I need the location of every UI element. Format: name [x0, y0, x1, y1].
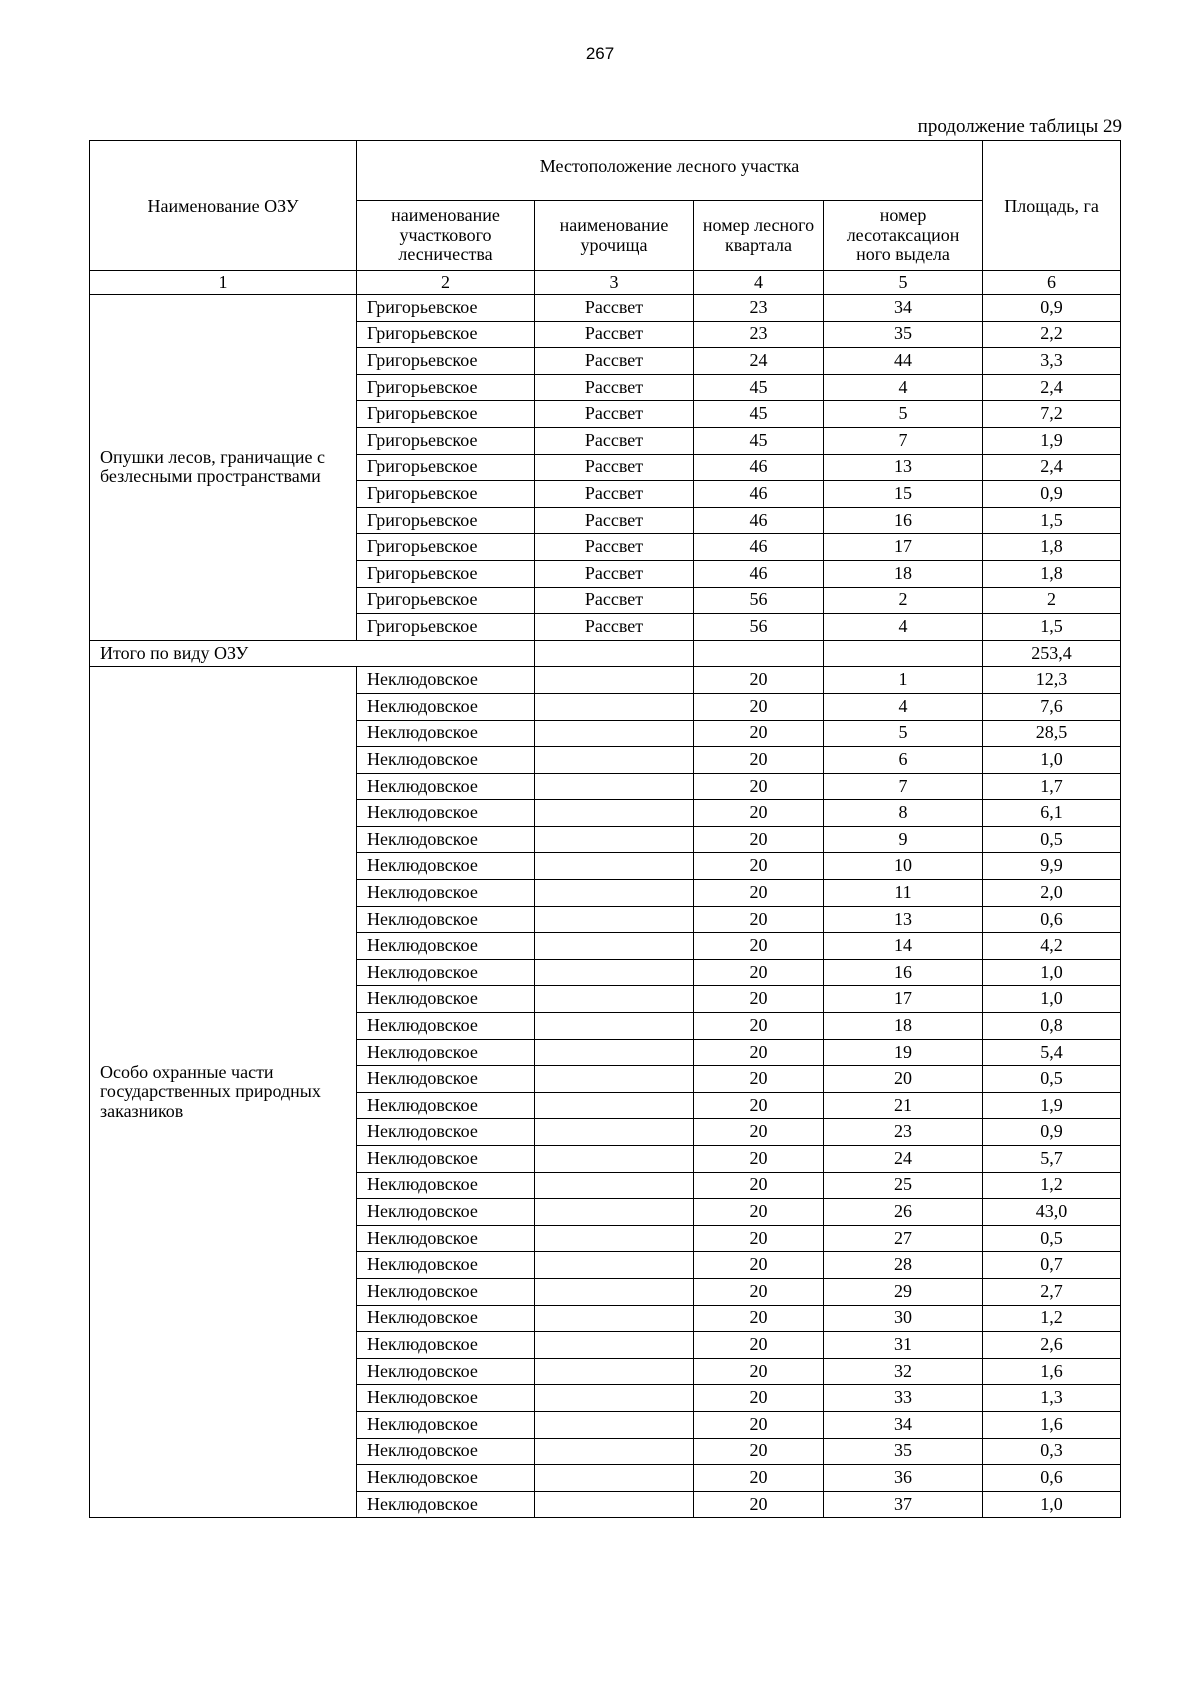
forestry-cell: Неклюдовское — [357, 1332, 535, 1359]
tract-cell: Рассвет — [535, 427, 694, 454]
forestry-cell: Неклюдовское — [357, 1146, 535, 1173]
column-number: 5 — [824, 271, 983, 295]
tract-cell — [535, 986, 694, 1013]
quarter-cell: 20 — [694, 933, 824, 960]
tract-cell — [535, 1119, 694, 1146]
forestry-cell: Неклюдовское — [357, 1039, 535, 1066]
header-ozu-name: Наименование ОЗУ — [90, 141, 357, 271]
forestry-cell: Неклюдовское — [357, 1013, 535, 1040]
header-quarter: номер лесного квартала — [694, 201, 824, 271]
quarter-cell: 20 — [694, 1491, 824, 1518]
allotment-cell: 30 — [824, 1305, 983, 1332]
forestry-cell: Григорьевское — [357, 507, 535, 534]
forestry-cell: Григорьевское — [357, 348, 535, 375]
allotment-cell: 9 — [824, 826, 983, 853]
allotment-cell: 6 — [824, 747, 983, 774]
forestry-cell: Неклюдовское — [357, 693, 535, 720]
tract-cell: Рассвет — [535, 321, 694, 348]
forestry-cell: Неклюдовское — [357, 906, 535, 933]
forestry-cell: Неклюдовское — [357, 1199, 535, 1226]
area-cell: 1,6 — [983, 1358, 1121, 1385]
area-cell: 1,8 — [983, 534, 1121, 561]
quarter-cell: 46 — [694, 507, 824, 534]
area-cell: 2,7 — [983, 1278, 1121, 1305]
allotment-cell: 33 — [824, 1385, 983, 1412]
forestry-cell: Григорьевское — [357, 401, 535, 428]
quarter-cell: 20 — [694, 986, 824, 1013]
area-cell: 3,3 — [983, 348, 1121, 375]
quarter-cell: 45 — [694, 374, 824, 401]
forestry-cell: Неклюдовское — [357, 880, 535, 907]
quarter-cell: 56 — [694, 587, 824, 614]
quarter-cell: 20 — [694, 1119, 824, 1146]
tract-cell — [535, 747, 694, 774]
tract-cell — [535, 1013, 694, 1040]
forestry-cell: Неклюдовское — [357, 747, 535, 774]
quarter-cell: 20 — [694, 1092, 824, 1119]
column-number: 1 — [90, 271, 357, 295]
forestry-cell: Неклюдовское — [357, 1119, 535, 1146]
forestry-cell: Неклюдовское — [357, 1278, 535, 1305]
allotment-cell: 13 — [824, 454, 983, 481]
forestry-cell: Григорьевское — [357, 534, 535, 561]
quarter-cell: 23 — [694, 321, 824, 348]
tract-cell: Рассвет — [535, 295, 694, 322]
quarter-cell: 46 — [694, 481, 824, 508]
tract-cell — [535, 1385, 694, 1412]
area-cell: 2,2 — [983, 321, 1121, 348]
tract-cell — [535, 826, 694, 853]
allotment-cell: 13 — [824, 906, 983, 933]
allotment-cell: 35 — [824, 1438, 983, 1465]
area-cell: 2,0 — [983, 880, 1121, 907]
tract-cell: Рассвет — [535, 374, 694, 401]
tract-cell: Рассвет — [535, 454, 694, 481]
area-cell: 1,6 — [983, 1411, 1121, 1438]
area-cell: 1,9 — [983, 427, 1121, 454]
forestry-cell: Неклюдовское — [357, 1465, 535, 1492]
area-cell: 0,9 — [983, 295, 1121, 322]
quarter-cell: 45 — [694, 427, 824, 454]
forestry-cell: Григорьевское — [357, 374, 535, 401]
tract-cell: Рассвет — [535, 481, 694, 508]
forestry-cell: Григорьевское — [357, 614, 535, 641]
allotment-cell: 24 — [824, 1146, 983, 1173]
quarter-cell: 45 — [694, 401, 824, 428]
allotment-cell: 34 — [824, 295, 983, 322]
area-cell: 12,3 — [983, 667, 1121, 694]
area-cell: 1,3 — [983, 1385, 1121, 1412]
allotment-cell: 37 — [824, 1491, 983, 1518]
forestry-cell: Григорьевское — [357, 587, 535, 614]
allotment-cell: 14 — [824, 933, 983, 960]
allotment-cell: 21 — [824, 1092, 983, 1119]
allotment-cell: 8 — [824, 800, 983, 827]
quarter-cell: 20 — [694, 1172, 824, 1199]
allotment-cell: 1 — [824, 667, 983, 694]
area-cell: 1,5 — [983, 507, 1121, 534]
tract-cell — [535, 1332, 694, 1359]
allotment-cell: 7 — [824, 427, 983, 454]
allotment-cell: 31 — [824, 1332, 983, 1359]
area-cell: 0,5 — [983, 1225, 1121, 1252]
quarter-cell: 20 — [694, 906, 824, 933]
total-area: 253,4 — [983, 640, 1121, 667]
quarter-cell: 46 — [694, 534, 824, 561]
allotment-cell: 17 — [824, 986, 983, 1013]
quarter-cell: 46 — [694, 454, 824, 481]
forestry-cell: Неклюдовское — [357, 1411, 535, 1438]
area-cell: 0,5 — [983, 826, 1121, 853]
allotment-cell: 20 — [824, 1066, 983, 1093]
forestry-cell: Неклюдовское — [357, 1092, 535, 1119]
allotment-cell: 18 — [824, 1013, 983, 1040]
tract-cell: Рассвет — [535, 587, 694, 614]
allotment-cell: 11 — [824, 880, 983, 907]
page-number: 267 — [585, 44, 615, 63]
area-cell: 7,6 — [983, 693, 1121, 720]
header-area: Площадь, га — [983, 141, 1121, 271]
quarter-cell: 20 — [694, 826, 824, 853]
forestry-cell: Неклюдовское — [357, 986, 535, 1013]
tract-cell — [535, 933, 694, 960]
quarter-cell: 20 — [694, 693, 824, 720]
quarter-cell: 20 — [694, 1225, 824, 1252]
area-cell: 1,2 — [983, 1172, 1121, 1199]
tract-cell: Рассвет — [535, 348, 694, 375]
tract-cell — [535, 1092, 694, 1119]
tract-cell — [535, 1491, 694, 1518]
total-row — [90, 640, 1121, 667]
quarter-cell: 20 — [694, 800, 824, 827]
allotment-cell: 18 — [824, 560, 983, 587]
allotment-cell: 23 — [824, 1119, 983, 1146]
forestry-cell: Неклюдовское — [357, 1066, 535, 1093]
forestry-cell: Григорьевское — [357, 321, 535, 348]
table-body — [90, 295, 1121, 1518]
allotment-cell: 19 — [824, 1039, 983, 1066]
area-cell: 6,1 — [983, 800, 1121, 827]
quarter-cell: 20 — [694, 773, 824, 800]
tract-cell — [535, 959, 694, 986]
area-cell: 0,6 — [983, 1465, 1121, 1492]
tract-cell — [535, 853, 694, 880]
header-allotment: номер лесотаксацион ного выдела — [824, 201, 983, 271]
forestry-cell: Неклюдовское — [357, 853, 535, 880]
forestry-cell: Неклюдовское — [357, 1438, 535, 1465]
allotment-cell: 28 — [824, 1252, 983, 1279]
allotment-cell: 16 — [824, 959, 983, 986]
quarter-cell: 23 — [694, 295, 824, 322]
allotment-cell: 4 — [824, 693, 983, 720]
quarter-cell: 20 — [694, 1146, 824, 1173]
forestry-cell: Григорьевское — [357, 454, 535, 481]
allotment-cell: 36 — [824, 1465, 983, 1492]
tract-cell — [535, 1305, 694, 1332]
quarter-cell: 56 — [694, 614, 824, 641]
tract-cell — [535, 1252, 694, 1279]
total-label: Итого по виду ОЗУ — [90, 640, 535, 667]
forestry-cell: Неклюдовское — [357, 1385, 535, 1412]
tract-cell — [535, 1358, 694, 1385]
ozu-group-name: Особо охранные части государственных природных заказников — [90, 667, 357, 1518]
quarter-cell: 20 — [694, 747, 824, 774]
tract-cell — [535, 1225, 694, 1252]
area-cell: 1,0 — [983, 986, 1121, 1013]
header-tract: наименование урочища — [535, 201, 694, 271]
quarter-cell: 20 — [694, 1252, 824, 1279]
tract-cell — [535, 1146, 694, 1173]
header-location: Местоположение лесного участка — [357, 141, 983, 201]
area-cell: 0,9 — [983, 1119, 1121, 1146]
area-cell: 28,5 — [983, 720, 1121, 747]
quarter-cell: 20 — [694, 1438, 824, 1465]
allotment-cell: 5 — [824, 401, 983, 428]
quarter-cell: 20 — [694, 1385, 824, 1412]
area-cell: 0,7 — [983, 1252, 1121, 1279]
total-empty-allotment — [824, 640, 983, 667]
allotment-cell: 29 — [824, 1278, 983, 1305]
ozu-group-name: Опушки лесов, граничащие с безлесными пространствами — [90, 295, 357, 641]
area-cell: 7,2 — [983, 401, 1121, 428]
table-continuation-caption: продолжение таблицы 29 — [917, 116, 1122, 137]
forestry-cell: Григорьевское — [357, 481, 535, 508]
forestry-cell: Неклюдовское — [357, 1358, 535, 1385]
forestry-cell: Григорьевское — [357, 560, 535, 587]
quarter-cell: 20 — [694, 1465, 824, 1492]
forestry-cell: Неклюдовское — [357, 1252, 535, 1279]
quarter-cell: 20 — [694, 959, 824, 986]
allotment-cell: 4 — [824, 614, 983, 641]
tract-cell — [535, 1438, 694, 1465]
forestry-cell: Неклюдовское — [357, 959, 535, 986]
area-cell: 1,5 — [983, 614, 1121, 641]
area-cell: 1,0 — [983, 1491, 1121, 1518]
allotment-cell: 5 — [824, 720, 983, 747]
total-empty-tract — [535, 640, 694, 667]
column-number: 4 — [694, 271, 824, 295]
quarter-cell: 20 — [694, 1411, 824, 1438]
tract-cell — [535, 720, 694, 747]
quarter-cell: 20 — [694, 667, 824, 694]
forestry-cell: Григорьевское — [357, 427, 535, 454]
area-cell: 2,4 — [983, 374, 1121, 401]
tract-cell — [535, 800, 694, 827]
area-cell: 0,9 — [983, 481, 1121, 508]
tract-cell — [535, 1465, 694, 1492]
area-cell: 2,4 — [983, 454, 1121, 481]
quarter-cell: 20 — [694, 853, 824, 880]
tract-cell: Рассвет — [535, 507, 694, 534]
allotment-cell: 16 — [824, 507, 983, 534]
area-cell: 4,2 — [983, 933, 1121, 960]
allotment-cell: 2 — [824, 587, 983, 614]
table-row — [90, 667, 1121, 694]
allotment-cell: 4 — [824, 374, 983, 401]
quarter-cell: 24 — [694, 348, 824, 375]
header-forestry: наименование участкового лесничества — [357, 201, 535, 271]
allotment-cell: 32 — [824, 1358, 983, 1385]
forestry-cell: Неклюдовское — [357, 1305, 535, 1332]
tract-cell — [535, 667, 694, 694]
area-cell: 1,9 — [983, 1092, 1121, 1119]
area-cell: 1,7 — [983, 773, 1121, 800]
forestry-cell: Неклюдовское — [357, 720, 535, 747]
forestry-cell: Неклюдовское — [357, 826, 535, 853]
column-number: 6 — [983, 271, 1121, 295]
area-cell: 0,3 — [983, 1438, 1121, 1465]
allotment-cell: 15 — [824, 481, 983, 508]
area-cell: 2,6 — [983, 1332, 1121, 1359]
quarter-cell: 46 — [694, 560, 824, 587]
quarter-cell: 20 — [694, 1013, 824, 1040]
tract-cell — [535, 1172, 694, 1199]
allotment-cell: 25 — [824, 1172, 983, 1199]
tract-cell: Рассвет — [535, 534, 694, 561]
area-cell: 43,0 — [983, 1199, 1121, 1226]
tract-cell — [535, 1066, 694, 1093]
allotment-cell: 10 — [824, 853, 983, 880]
quarter-cell: 20 — [694, 1278, 824, 1305]
area-cell: 1,0 — [983, 959, 1121, 986]
allotment-cell: 7 — [824, 773, 983, 800]
forestry-cell: Неклюдовское — [357, 1491, 535, 1518]
area-cell: 0,5 — [983, 1066, 1121, 1093]
tract-cell: Рассвет — [535, 401, 694, 428]
forestry-cell: Григорьевское — [357, 295, 535, 322]
quarter-cell: 20 — [694, 1305, 824, 1332]
area-cell: 5,4 — [983, 1039, 1121, 1066]
area-cell: 1,2 — [983, 1305, 1121, 1332]
forestry-cell: Неклюдовское — [357, 773, 535, 800]
tract-cell — [535, 773, 694, 800]
area-cell: 9,9 — [983, 853, 1121, 880]
quarter-cell: 20 — [694, 880, 824, 907]
area-cell: 0,8 — [983, 1013, 1121, 1040]
allotment-cell: 44 — [824, 348, 983, 375]
tract-cell — [535, 1039, 694, 1066]
forest-plots-table — [89, 140, 1121, 1518]
column-number: 2 — [357, 271, 535, 295]
quarter-cell: 20 — [694, 1199, 824, 1226]
tract-cell — [535, 880, 694, 907]
quarter-cell: 20 — [694, 720, 824, 747]
table-row — [90, 295, 1121, 322]
allotment-cell: 17 — [824, 534, 983, 561]
area-cell: 1,8 — [983, 560, 1121, 587]
tract-cell — [535, 906, 694, 933]
forestry-cell: Неклюдовское — [357, 667, 535, 694]
area-cell: 2 — [983, 587, 1121, 614]
quarter-cell: 20 — [694, 1358, 824, 1385]
quarter-cell: 20 — [694, 1332, 824, 1359]
allotment-cell: 26 — [824, 1199, 983, 1226]
forestry-cell: Неклюдовское — [357, 800, 535, 827]
allotment-cell: 35 — [824, 321, 983, 348]
forestry-cell: Неклюдовское — [357, 1225, 535, 1252]
quarter-cell: 20 — [694, 1039, 824, 1066]
tract-cell — [535, 693, 694, 720]
forestry-cell: Неклюдовское — [357, 1172, 535, 1199]
quarter-cell: 20 — [694, 1066, 824, 1093]
tract-cell: Рассвет — [535, 560, 694, 587]
column-number: 3 — [535, 271, 694, 295]
area-cell: 0,6 — [983, 906, 1121, 933]
allotment-cell: 27 — [824, 1225, 983, 1252]
area-cell: 5,7 — [983, 1146, 1121, 1173]
area-cell: 1,0 — [983, 747, 1121, 774]
forestry-cell: Неклюдовское — [357, 933, 535, 960]
tract-cell: Рассвет — [535, 614, 694, 641]
total-empty-quarter — [694, 640, 824, 667]
tract-cell — [535, 1199, 694, 1226]
tract-cell — [535, 1411, 694, 1438]
tract-cell — [535, 1278, 694, 1305]
allotment-cell: 34 — [824, 1411, 983, 1438]
